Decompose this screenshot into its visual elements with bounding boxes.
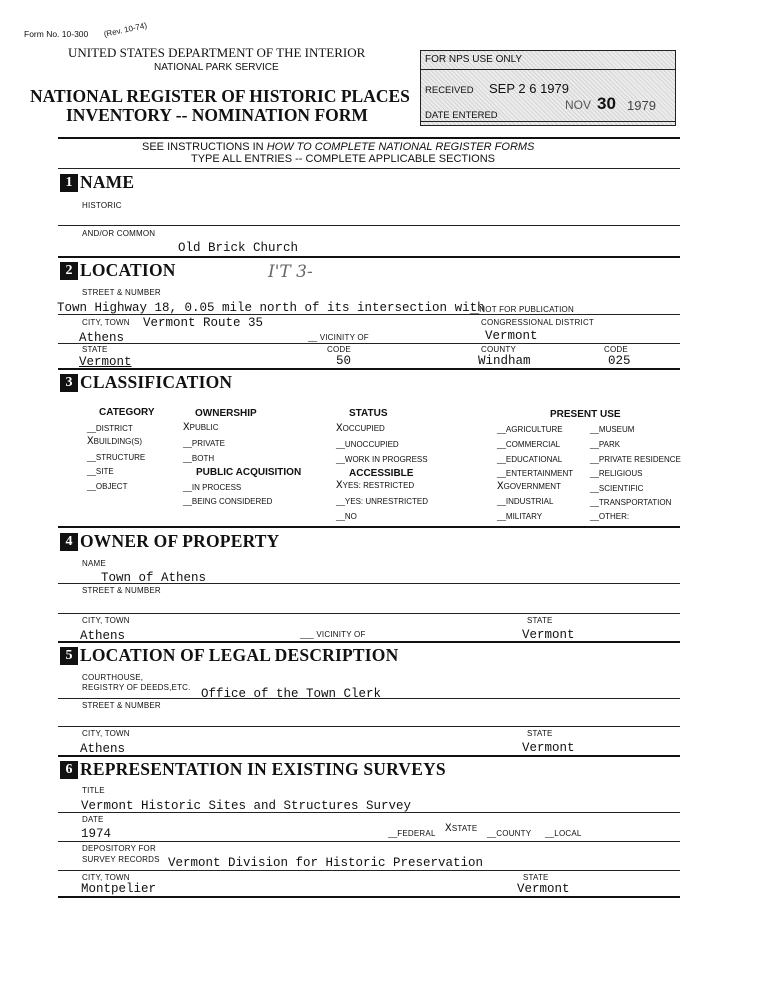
survey-date-value: 1974 [81,827,112,841]
status-unoccupied: __UNOCCUPIED [336,440,399,449]
use-park: __PARK [590,440,621,449]
location-state-label: STATE [82,345,108,354]
ownership-private: __PRIVATE [183,439,225,448]
section-4-rule [58,641,680,643]
section-4-number: 4 [60,533,78,551]
use-scientific: __SCIENTIFIC [590,484,644,493]
registry-value: Office of the Town Clerk [201,687,382,701]
location-city-label: CITY, TOWN [82,318,130,327]
instructions-line1 [142,141,534,153]
legal-state-value: Vermont [522,741,575,755]
public-acquisition-heading: PUBLIC ACQUISITION [196,467,302,478]
registry-rule [58,698,680,699]
status-heading: STATUS [349,408,388,419]
use-other: __OTHER: [590,512,630,521]
legal-city-label: CITY, TOWN [82,729,130,738]
instructions-prefix: SEE INSTRUCTIONS IN [142,141,267,153]
courthouse-label: COURTHOUSE, [82,673,144,682]
use-entertainment: __ENTERTAINMENT [497,469,574,478]
instructions-title: HOW TO COMPLETE NATIONAL REGISTER FORMS [266,141,535,153]
legal-street-rule [58,726,680,727]
form-title-line1: NATIONAL REGISTER OF HISTORIC PLACES [30,86,410,106]
present-use-heading: PRESENT USE [550,409,621,420]
ownership-public-label: PUBLIC [189,423,219,432]
acquisition-being-considered: __BEING CONSIDERED [183,497,273,506]
handwritten-note: I'T 3- [268,262,313,282]
use-agriculture: __AGRICULTURE [497,425,563,434]
access-restricted-label: YES: RESTRICTED [342,481,415,490]
survey-title-value: Vermont Historic Sites and Structures Survey [81,799,412,813]
form-revision: (Rev. 10-74) [103,20,148,39]
status-occupied-mark: X [336,423,343,435]
location-county-code-label: CODE [604,345,628,354]
survey-state-label: STATE [523,873,549,882]
section-4-heading [60,531,280,552]
use-industrial: __INDUSTRIAL [497,497,554,506]
level-state-label: STATE [451,824,478,833]
level-state [445,823,477,835]
congressional-district-value: Vermont [485,329,538,343]
survey-date-rule [58,841,680,842]
instructions-line2: TYPE ALL ENTRIES -- COMPLETE APPLICABLE SECTIONS [191,153,496,165]
depository-rule [58,870,680,871]
section-5-title: LOCATION OF LEGAL DESCRIPTION [80,645,399,665]
section-4-title: OWNER OF PROPERTY [80,531,280,551]
depository-label-line2: SURVEY RECORDS [82,855,160,864]
historic-rule [58,225,680,226]
congressional-district-label: CONGRESSIONAL DISTRICT [481,318,595,327]
survey-title-rule [58,812,680,813]
use-educational: __EDUCATIONAL [497,455,563,464]
level-federal: __FEDERAL [388,829,436,838]
section-1-heading [60,172,134,193]
owner-street-rule [58,613,680,614]
use-government [497,481,561,493]
use-transportation: __TRANSPORTATION [590,498,672,507]
owner-state-label: STATE [527,616,553,625]
location-street-value: Town Highway 18, 0.05 mile north of its intersection with [57,301,485,315]
location-street-label: STREET & NUMBER [82,288,161,297]
ownership-both: __BOTH [183,454,215,463]
section-3-heading [60,372,232,393]
survey-title-label: TITLE [82,786,105,795]
location-code-label: CODE [327,345,351,354]
nps-use-box [420,50,676,126]
access-unrestricted: __YES: UNRESTRICTED [336,497,429,506]
owner-name-label: NAME [82,559,106,568]
owner-name-rule [58,583,680,584]
use-military: __MILITARY [497,512,543,521]
section-1-title: NAME [80,172,135,192]
category-buildings-mark: X [87,436,94,448]
header-rule [58,137,680,139]
owner-name-value: Town of Athens [101,571,207,585]
accessible-heading: ACCESSIBLE [349,468,414,479]
instructions-rule [58,168,680,169]
survey-city-label: CITY, TOWN [82,873,130,882]
level-county: __COUNTY [487,829,532,838]
section-2-rule [58,368,680,370]
location-city-rule [58,343,680,344]
depository-label-line1: DEPOSITORY FOR [82,844,156,853]
survey-city-value: Montpelier [81,882,157,896]
section-6-heading [60,759,446,780]
use-government-label: GOVERNMENT [503,482,561,491]
use-government-mark: X [497,481,504,493]
access-no: __NO [336,512,357,521]
category-object: __OBJECT [87,482,128,491]
depository-value: Vermont Division for Historic Preservation [168,856,484,870]
location-street-continued: Vermont Route 35 [143,316,264,330]
section-2-title: LOCATION [80,260,176,280]
category-district: __DISTRICT [87,424,133,433]
form-number: Form No. 10-300 [24,29,89,39]
level-local: __LOCAL [545,829,582,838]
entered-stamp-day: 30 [597,94,616,113]
registry-label: REGISTRY OF DEEDS,ETC. [82,683,191,692]
owner-city-value: Athens [80,629,126,643]
status-work-in-progress: __WORK IN PROGRESS [336,455,428,464]
section-5-number: 5 [60,647,78,665]
location-state-value: Vermont [79,355,132,369]
section-6-rule [58,896,680,898]
use-commercial: __COMMERCIAL [497,440,561,449]
survey-state-value: Vermont [517,882,570,896]
section-6-number: 6 [60,761,78,779]
historic-label: HISTORIC [82,201,122,210]
level-state-mark: X [445,823,452,835]
owner-street-label: STREET & NUMBER [82,586,161,595]
location-county-code-value: 025 [608,354,631,368]
owner-state-value: Vermont [522,628,575,642]
common-name-label: AND/OR COMMON [82,229,156,238]
section-5-rule [58,755,680,757]
form-title-line2: INVENTORY -- NOMINATION FORM [66,105,368,125]
not-for-publication: __NOT FOR PUBLICATION [470,305,574,314]
location-vicinity: __ VICINITY OF [308,333,369,342]
location-county-value: Windham [478,354,531,368]
nps-box-divider [421,69,675,70]
use-private-residence: __PRIVATE RESIDENCE [590,455,681,464]
section-2-number: 2 [60,262,78,280]
category-buildings [87,436,142,448]
section-5-heading [60,645,398,666]
location-code-value: 50 [336,354,352,368]
ownership-heading: OWNERSHIP [195,408,257,419]
access-restricted [336,480,414,492]
ownership-public [183,422,219,434]
common-name-value: Old Brick Church [178,241,299,255]
service-name: NATIONAL PARK SERVICE [154,62,279,73]
use-religious: __RELIGIOUS [590,469,643,478]
acquisition-in-process: __IN PROCESS [183,483,242,492]
legal-city-value: Athens [80,742,126,756]
category-site: __SITE [87,467,114,476]
location-city-value: Athens [79,331,125,345]
department-name: UNITED STATES DEPARTMENT OF THE INTERIOR [68,45,366,60]
survey-date-label: DATE [82,815,104,824]
location-county-label: COUNTY [481,345,516,354]
category-structure: __STRUCTURE [87,453,146,462]
category-heading: CATEGORY [99,407,155,418]
status-occupied-label: OCCUPIED [342,424,385,433]
location-street-rule [58,314,680,315]
section-6-title: REPRESENTATION IN EXISTING SURVEYS [80,759,446,779]
section-3-title: CLASSIFICATION [80,372,233,392]
ownership-public-mark: X [183,422,190,434]
owner-vicinity: ___ VICINITY OF [300,630,366,639]
nps-box-heading: FOR NPS USE ONLY [425,54,523,65]
section-2-heading [60,260,176,281]
entered-stamp-year: 1979 [627,98,656,113]
status-occupied [336,423,385,435]
entered-stamp-month: NOV [565,98,592,112]
section-1-number: 1 [60,174,78,192]
category-buildings-label: BUILDING(S) [93,437,143,446]
nps-box-bottom [421,121,675,122]
section-3-number: 3 [60,374,78,392]
received-stamp: SEP 2 6 1979 [489,81,569,96]
use-museum: __MUSEUM [590,425,635,434]
owner-city-label: CITY, TOWN [82,616,130,625]
date-entered-label: DATE ENTERED [425,110,498,121]
legal-state-label: STATE [527,729,553,738]
received-label: RECEIVED [425,85,474,96]
section-1-rule [58,256,680,258]
legal-street-label: STREET & NUMBER [82,701,161,710]
section-3-rule [58,526,680,528]
access-restricted-mark: X [336,480,343,492]
